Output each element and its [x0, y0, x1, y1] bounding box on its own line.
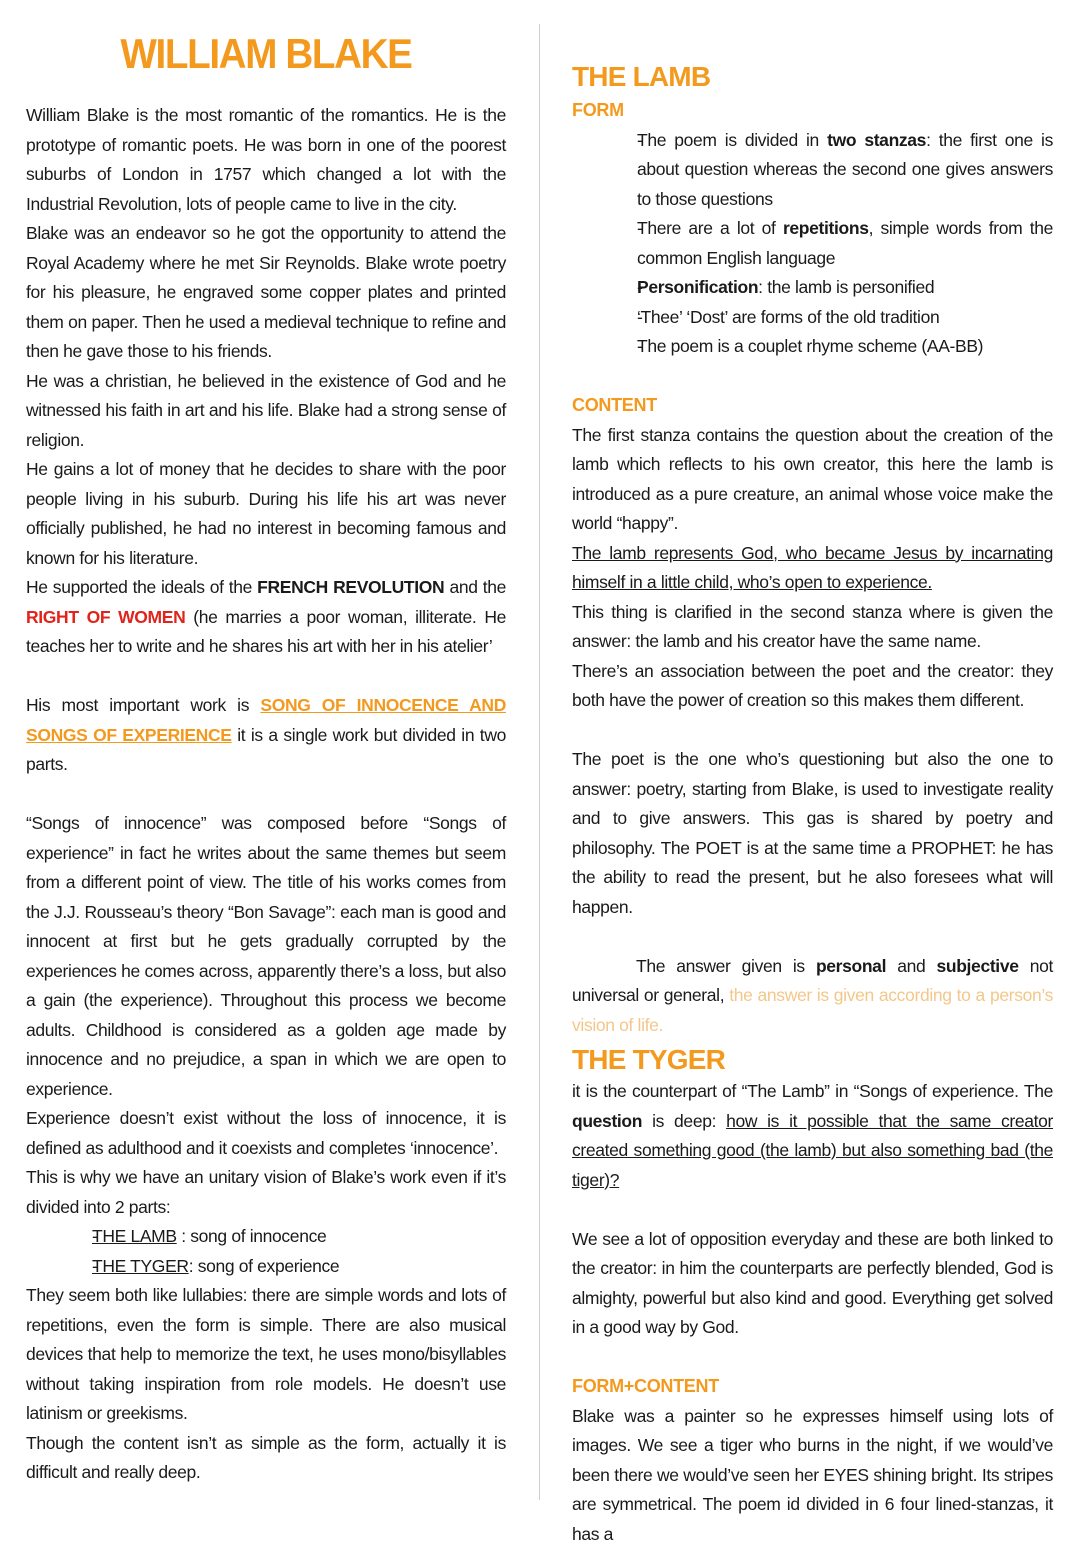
paragraph-ideals: He supported the ideals of the FRENCH REVOLUTION and the RIGHT OF WOMEN (he marries a poor woman, illiterate. He teaches her to write and he shares his art with her in his atelier’ [26, 573, 506, 662]
paragraph-unitary: This is why we have an unitary vision of Blake’s work even if it’s divided into 2 parts: [26, 1163, 506, 1222]
lamb-section [572, 60, 1053, 1040]
french-revolution-text: FRENCH REVOLUTION [257, 577, 444, 597]
form-content-subheading: FORM+CONTENT [572, 1372, 1053, 1402]
paragraph-main-work: His most important work is SONG OF INNOCENCE AND SONGS OF EXPERIENCE it is a single work but divided in two parts. [26, 691, 506, 780]
form-list [572, 126, 1053, 362]
poems-list [26, 1222, 506, 1281]
form-item-personification: - Personification: the lamb is personified [604, 273, 1053, 303]
column-divider [539, 24, 540, 1500]
lamb-heading: THE LAMB [572, 60, 1053, 94]
tyger-section [572, 1043, 1053, 1549]
content-poet-prophet: The poet is the one who’s questioning but also the one to answer: poetry, starting from Blake, is used to investigate reality and to give answers. This gas is shared by poetry and philosophy. The POET is at the same time a PROPHET: he has the ability to read the present, but he also foresees what will happen. [572, 745, 1053, 922]
paragraph-religion: He was a christian, he believed in the existence of God and he witnessed his faith in art and his life. Blake had a strong sense of religion. [26, 367, 506, 456]
right-of-women-text: RIGHT OF WOMEN [26, 607, 185, 627]
form-item-repetitions: - There are a lot of repetitions, simple words from the common English language [604, 214, 1053, 273]
content-first-stanza: The first stanza contains the question about the creation of the lamb which reflects to his own creator, this here the lamb is introduced as a pure creature, an animal whose voice make the world “happy”. [572, 421, 1053, 539]
faded-answer-text: the answer is given according to a person’s vision of life. [572, 985, 1053, 1035]
content-subheading: CONTENT [572, 391, 1053, 421]
list-item-lamb: - THE LAMB : song of innocence [58, 1222, 506, 1252]
tyger-opposition: We see a lot of opposition everyday and these are both linked to the creator: in him the counterparts are perfectly blended, God is almighty, powerful but also kind and good. Everything get solved in a good way by God. [572, 1225, 1053, 1343]
songs-title-link: SONG OF INNOCENCE AND SONGS OF EXPERIENCE [26, 695, 506, 745]
paragraph-deep: Though the content isn’t as simple as the form, actually it is difficult and really deep. [26, 1429, 506, 1488]
paragraph-lullabies: They seem both like lullabies: there are simple words and lots of repetitions, even the form is simple. There are also musical devices that help to memorize the text, he uses mono/bisyllables without taking inspiration from role models. He doesn’t use latinism or greekisms. [26, 1281, 506, 1429]
paragraph-money: He gains a lot of money that he decides to share with the poor people living in his suburb. During his life his art was never officially published, he had no interest in becoming famous and known for his literature. [26, 455, 506, 573]
content-association: There’s an association between the poet and the creator: they both have the power of creation so this makes them different. [572, 657, 1053, 716]
content-second-stanza: This thing is clarified in the second stanza where is given the answer: the lamb and his creator have the same name. [572, 598, 1053, 657]
tyger-counterpart: it is the counterpart of “The Lamb” in “Songs of experience. The question is deep: how is it possible that the same creator created something good (the lamb) but also something bad (the tiger)? [572, 1077, 1053, 1195]
form-item-rhyme: - The poem is a couplet rhyme scheme (AA-BB) [604, 332, 1053, 362]
form-item-stanzas: - The poem is divided in two stanzas: the first one is about question whereas the second one gives answers to those questions [604, 126, 1053, 215]
page-title: WILLIAM BLAKE [45, 30, 487, 78]
paragraph-songs: “Songs of innocence” was composed before “Songs of experience” in fact he writes about the same themes but seem from a different point of view. The title of his works comes from the J.J. Rousseau’s theory “Bon Savage”: each man is good and innocent at first but he gets gradually corrupted by the experiences he comes across, apparently there’s a loss, but also a gain (the experience). Throughout this process we become adults. Childhood is considered as a golden age made by innocence and no prejudice, a span in which we are open to experience. [26, 809, 506, 1104]
paragraph-experience: Experience doesn’t exist without the loss of innocence, it is defined as adulthood and it coexists and completes ‘innocence’. [26, 1104, 506, 1163]
left-body [26, 101, 506, 1488]
paragraph-bio: William Blake is the most romantic of the romantics. He is the prototype of romantic poets. He was born in one of the poorest suburbs of London in 1757 which changed a lot with the Industrial Revolution, lots of people came to live in the city. [26, 101, 506, 219]
content-lamb-god: The lamb represents God, who became Jesus by incarnating himself in a little child, who’s open to experience. [572, 539, 1053, 598]
paragraph-academy: Blake was an endeavor so he got the opportunity to attend the Royal Academy where he met Sir Reynolds. Blake wrote poetry for his pleasure, he engraved some copper plates and printed them on paper. Then he used a medieval technique to refine and then he gave those to his friends. [26, 219, 506, 367]
content-answer: The answer given is personal and subjective not universal or general, the answer is given according to a person’s vision of life. [572, 952, 1053, 1041]
tyger-heading: THE TYGER [572, 1043, 1053, 1077]
form-subheading: FORM [572, 96, 1053, 126]
list-item-tyger: - THE TYGER: song of experience [58, 1252, 506, 1282]
tyger-images: Blake was a painter so he expresses himself using lots of images. We see a tiger who burns in the night, if we would’ve been there we would’ve seen her EYES shining bright. Its stripes are symmetrical. The poem id divided in 6 four lined-stanzas, it has a [572, 1402, 1053, 1549]
form-item-thee-dost: - ‘Thee’ ‘Dost’ are forms of the old tradition [604, 303, 1053, 333]
